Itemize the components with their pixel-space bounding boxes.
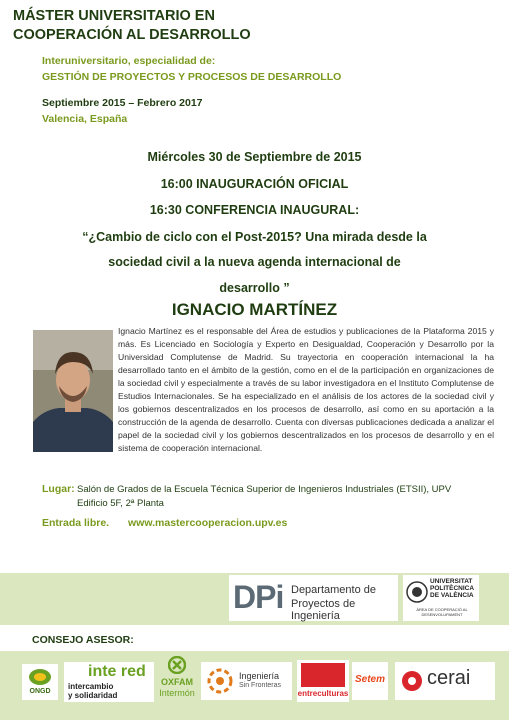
upv-logo-line1: UNIVERSITAT (430, 578, 473, 585)
intered-logo (64, 662, 154, 702)
intered-logo-line1: intercambio (68, 682, 114, 691)
venue-line2: Edificio 5F, 2ª Planta (77, 498, 164, 509)
isf-logo-line1: Ingeniería (239, 671, 280, 681)
oxfam-logo-line2: Intermón (159, 688, 195, 698)
intered-logo-line2: y solidaridad (68, 691, 118, 700)
dpi-logo-line2: Proyectos de Ingeniería (291, 598, 356, 622)
program-title-line2: COOPERACIÓN AL DESARROLLO (13, 27, 251, 43)
entreculturas-logo (297, 660, 349, 702)
cerai-logo (395, 662, 495, 700)
talk-title-line3: desarrollo ” (219, 281, 290, 295)
program-location: Valencia, España (42, 113, 128, 125)
venue-label: Lugar: (42, 483, 75, 495)
upv-logo-line2: POLITÈCNICA (430, 585, 475, 592)
oxfam-logo (157, 656, 197, 704)
entreculturas-logo-icon (301, 663, 345, 687)
dpi-logo-mark: DPi (233, 579, 284, 615)
dpi-logo (229, 575, 398, 621)
oxfam-logo-line1: OXFAM (160, 677, 193, 687)
venue-line1: Salón de Grados de la Escuela Técnica Superior de Ingenieros Industriales (ETSII), UPV (77, 484, 452, 495)
upv-logo-sub: ÀREA DE COOPERACIÓ AL DESENVOLUPAMENT (416, 607, 468, 617)
program-dates: Septiembre 2015 – Febrero 2017 (42, 97, 203, 109)
entry-label: Entrada libre. (42, 517, 110, 529)
inauguration-time: 16:00 INAUGURACIÓN OFICIAL (160, 177, 349, 191)
entreculturas-logo-text: entreculturas (297, 689, 349, 698)
isf-logo-icon (207, 668, 233, 694)
specialty-name: GESTIÓN DE PROYECTOS Y PROCESOS DE DESARROLLO (42, 71, 342, 83)
advisory-board-label: CONSEJO ASESOR: (32, 634, 134, 646)
ongd-logo (22, 664, 58, 700)
speaker-bio: Ignacio Martínez es el responsable del Área de estudios y publicaciones de la Plataforma 2015 y más. Es Licenciado en Sociología y Experto en Desigualdad, Cooperación y Desarrollo por la Universidad Complutense de Madrid. Su trayectoria en cooperación internacional la ha desarrollado tanto en el ámbito de la gestión, como en el de la participación en organizaciones de la sociedad civil y especialmente a través de su labor investigadora en el Instituto Complutense de Estudios Internacionales. Se ha especializado en el análisis de los actores de la sociedad civil y los gobiernos descentralizados en los procesos de desarrollo, así como en su aportación a la construcción de la agenda de desarrollo. Cuenta con diversas publicaciones dedicada a analizar el papel de la sociedad civil y los gobiernos descentralizados en los procesos de desarrollo y en el sistema de cooperación internacional. (118, 326, 494, 453)
upv-logo-line3: DE VALÈNCIA (430, 592, 474, 599)
cerai-logo-icon (401, 670, 423, 692)
ongd-logo-text: ONGD (29, 688, 51, 695)
event-date: Miércoles 30 de Septiembre de 2015 (147, 150, 362, 164)
website-link[interactable]: www.mastercooperacion.upv.es (128, 517, 288, 529)
setem-logo-text: Setem (354, 674, 385, 685)
talk-title-line2: sociedad civil a la nueva agenda internacional de (108, 255, 401, 269)
cerai-logo-text: cerai (427, 667, 471, 689)
upv-logo (403, 575, 479, 621)
speaker-portrait-image (33, 330, 113, 452)
specialty-label: Interuniversitario, especialidad de: (42, 55, 216, 67)
speaker-name: IGNACIO MARTÍNEZ (171, 300, 338, 319)
ongd-logo-icon (28, 667, 52, 687)
setem-logo (352, 662, 388, 700)
upv-seal-icon (406, 579, 428, 605)
oxfam-logo-icon (168, 656, 186, 674)
talk-title-line1: “¿Cambio de ciclo con el Post-2015? Una mirada desde la (82, 230, 427, 244)
conference-time: 16:30 CONFERENCIA INAUGURAL: (149, 203, 360, 217)
isf-logo-line2: Sin Fronteras (239, 682, 282, 689)
program-title-line1: MÁSTER UNIVERSITARIO EN (13, 8, 215, 24)
speaker-photo (33, 330, 113, 452)
intered-logo-mark: inte red (88, 663, 146, 680)
dpi-logo-line1: Departamento de (291, 584, 376, 596)
isf-logo (201, 662, 292, 700)
